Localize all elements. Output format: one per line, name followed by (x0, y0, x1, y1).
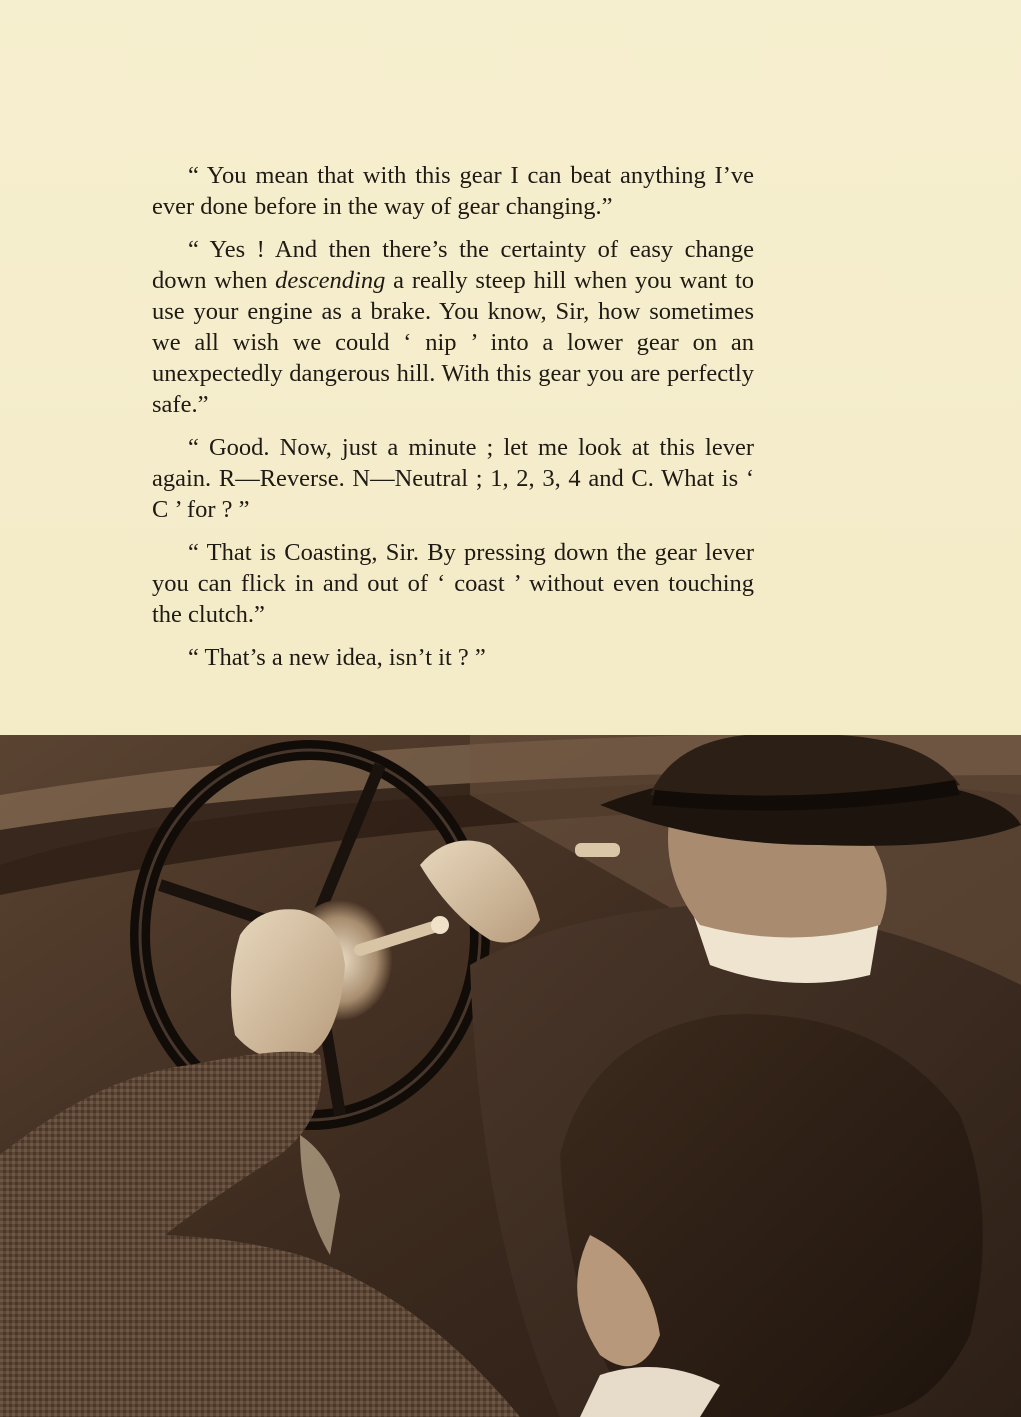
dialogue-paragraph-2 (152, 234, 754, 420)
car-interior-photo (0, 735, 1021, 1417)
door-handle (575, 843, 620, 857)
dialogue-paragraph-5: “ That’s a new idea, isn’t it ? ” (188, 644, 486, 671)
paragraph-2-text-start: “ Yes ! And then there’s the certainty of easy change down when (152, 236, 754, 294)
dialogue-paragraph-3: “ Good. Now, just a minute ; let me look at this lever again. R—Reverse. N—Neutral ; 1, 2, 3, 4 and C. What is ‘ C ’ for ? ” (152, 434, 754, 523)
dialogue-paragraph-1: “ You mean that with this gear I can beat anything I’ve ever done before in the way of gear changing.” (152, 162, 754, 220)
dialogue-text (152, 160, 754, 685)
gear-lever-knob (431, 916, 449, 934)
dialogue-paragraph-4: “ That is Coasting, Sir. By pressing down the gear lever you can flick in and out of ‘ coast ’ without even touching the clutch.” (152, 539, 754, 628)
paragraph-2-text-end: a really steep hill when you want to use your engine as a brake. You know, Sir, how sometimes we all wish we could ‘ nip ’ into a lower gear on an unexpectedly dangerous hill. With this gear you are perfectly safe.” (152, 267, 755, 418)
paragraph-2-emphasis: descending (275, 267, 386, 294)
photo-illustration (0, 735, 1021, 1417)
